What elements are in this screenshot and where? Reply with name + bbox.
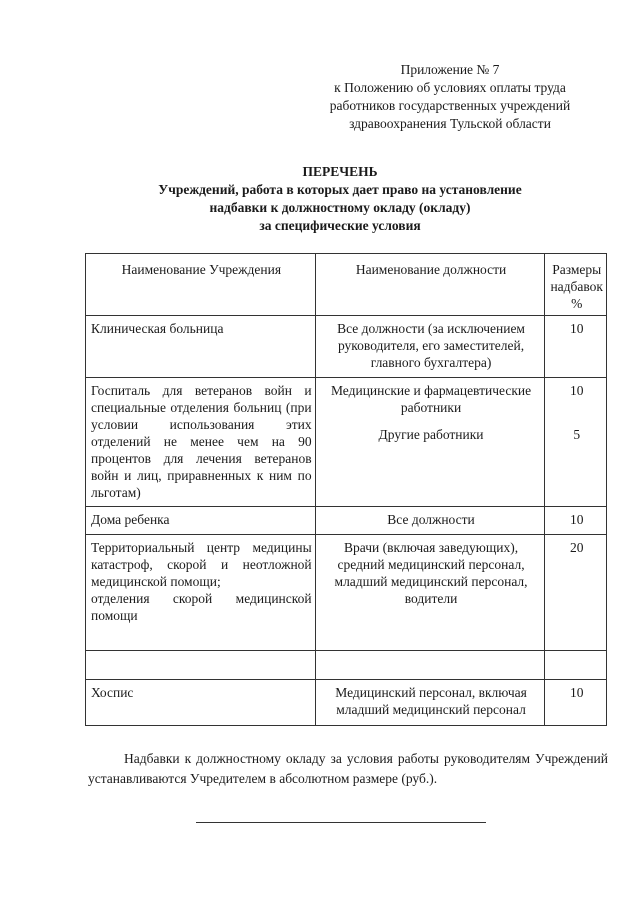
amount-cell <box>545 651 607 680</box>
position-text: Медицинские и фармацевтические работники <box>330 383 532 415</box>
spacer <box>321 416 542 426</box>
position-cell: Все должности (за исключением руководителя, его заместителей, главного бухгалтера) <box>315 316 545 378</box>
amount-cell <box>545 378 607 507</box>
document-title: ПЕРЕЧЕНЬ <box>302 164 378 179</box>
amount-text: 5 <box>573 427 581 442</box>
column-header-amount: Размеры надбавок % <box>545 254 607 316</box>
document-subtitle: Учреждений, работа в которых дает право на установление <box>158 182 522 197</box>
position-cell <box>315 378 545 507</box>
document-subtitle: надбавки к должностному окладу (окладу) <box>209 200 471 215</box>
institution-cell <box>86 651 316 680</box>
appendix-line: к Положению об условиях оплаты труда <box>334 80 566 95</box>
document-subtitle: за специфические условия <box>259 218 421 233</box>
table-header-row <box>86 254 607 316</box>
amount-cell: 10 <box>545 316 607 378</box>
amount-text: 10 <box>569 383 584 398</box>
appendix-number: Приложение № 7 <box>400 62 500 77</box>
document-heading <box>80 163 600 235</box>
institution-cell <box>86 378 316 507</box>
appendix-header <box>300 61 600 133</box>
closing-line <box>196 822 486 823</box>
position-text: Другие работники <box>378 427 484 442</box>
table-row <box>86 378 607 507</box>
institution-text: отделения скорой медицинской помощи <box>91 591 312 623</box>
spacer <box>550 399 603 426</box>
institution-cell <box>86 535 316 651</box>
column-header-position: Наименование должности <box>315 254 545 316</box>
institution-cell: Хоспис <box>86 680 316 726</box>
amount-cell: 10 <box>545 680 607 726</box>
table-row <box>86 507 607 535</box>
institution-cell: Клиническая больница <box>86 316 316 378</box>
position-cell: Врачи (включая заведующих), средний медицинский персонал, младший медицинский персонал, водители <box>315 535 545 651</box>
table-row <box>86 535 607 651</box>
column-header-institution: Наименование Учреждения <box>86 254 316 316</box>
appendix-line: работников государственных учреждений <box>329 98 571 113</box>
position-cell: Все должности <box>315 507 545 535</box>
amount-cell: 20 <box>545 535 607 651</box>
amount-cell: 10 <box>545 507 607 535</box>
position-cell: Медицинский персонал, включая младший медицинский персонал <box>315 680 545 726</box>
institution-cell: Дома ребенка <box>86 507 316 535</box>
table-row <box>86 316 607 378</box>
appendix-line: здравоохранения Тульской области <box>349 116 551 131</box>
institution-text: Территориальный центр медицины катастроф, скорой и неотложной медицинской помощи; <box>91 540 312 589</box>
institutions-table <box>85 253 607 726</box>
table-row <box>86 651 607 680</box>
position-cell <box>315 651 545 680</box>
table-row <box>86 680 607 726</box>
footnote: Надбавки к должностному окладу за условия работы руководителям Учреждений устанавливаются Учредителем в абсолютном размере (руб.). <box>88 751 608 786</box>
institution-text: Госпиталь для ветеранов войн и специальные отделения больниц (при условии использования этих отделений не менее чем на 90 процентов для лечения ветеранов войн и лиц, приравненных к ним по льготам) <box>91 383 312 500</box>
